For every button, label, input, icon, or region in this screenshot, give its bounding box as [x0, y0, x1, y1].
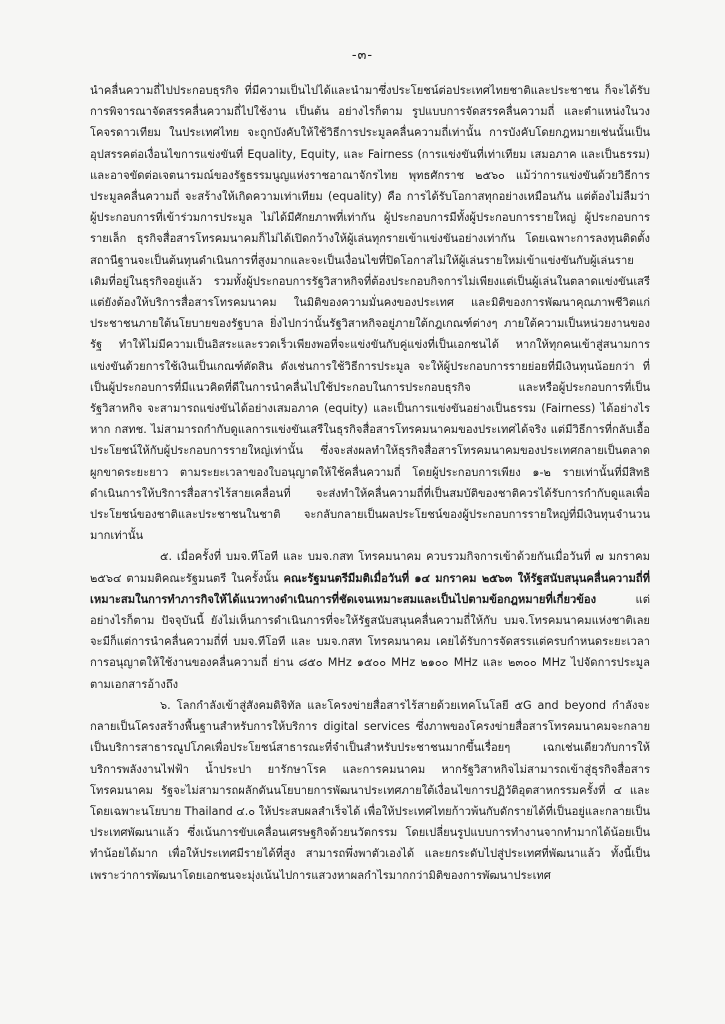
paragraph-context: นำคลื่นความถี่ไปประกอบธุรกิจ ที่มีความเป็นไปได้และนำมาซึ่งประโยชน์ต่อประเทศไทยชาติและประชาชน ก็จะได้รับการพิจารณาจัดสรรคลื่นความถี่ไปใช้งาน เป็นต้น อย่างไรก็ตาม รูปแบบการจัดสรรคลื่นความถี่ และตำแหน่งในวงโคจรดาวเทียม ในประเทศไทย จะถูกบังคับให้ใช้วิธีการประมูลคลื่นความถี่เท่านั้น การบังคับโดยกฎหมายเช่นนั้นเป็นอุปสรรคต่อเงื่อนไขการแข่งขันที่ Equality, Equity, และ Fairness (การแข่งขันที่เท่าเทียม เสมอภาค และเป็นธรรม) และอาจขัดต่อเจตนารมณ์ของรัฐธรรมนูญแห่งราชอาณาจักรไทย พุทธศักราช ๒๕๖๐ แม้ว่าการแข่งขันด้วยวิธีการประมูลคลื่นความถี่ จะสร้างให้เกิดความเท่าเทียม (equality) คือ การได้รับโอกาสทุกอย่างเหมือนกัน แต่ต้องไม่ลืมว่า ผู้ประกอบการที่เข้าร่วมการประมูล ไม่ได้มีศักยภาพที่เท่ากัน ผู้ประกอบการมีทั้งผู้ประกอบการรายใหญ่ ผู้ประกอบการรายเล็ก ธุรกิจสื่อสารโทรคมนาคมก็ไม่ได้เปิดกว้างให้ผู้เล่นทุกรายเข้าแข่งขันอย่างเท่ากัน โดยเฉพาะการลงทุนติดตั้งสถานีฐานจะเป็นต้นทุนดำเนินการที่สูงมากและจะเป็นเงื่อนไขที่ปิดโอกาสไม่ให้ผู้เล่นรายใหม่เข้าแข่งขันกับผู้เล่นรายเดิมที่อยู่ในธุรกิจอยู่แล้ว รวมทั้งผู้ประกอบการรัฐวิสาหกิจที่ต้องประกอบกิจการไม่เพียงแต่เป็นผู้เล่นในตลาดแข่งขันเสรี แต่ยังต้องให้บริการสื่อสารโทรคมนาคม ในมิติของความมั่นคงของประเทศ และมิติของการพัฒนาคุณภาพชีวิตแก่ประชาชนภายใต้นโยบายของรัฐบาล ยิ่งไปกว่านั้นรัฐวิสาหกิจอยู่ภายใต้กฎเกณฑ์ต่างๆ ภายใต้ความเป็นหน่วยงานของรัฐ ทำให้ไม่มีความเป็นอิสระและรวดเร็วเพียงพอที่จะแข่งขันกับคู่แข่งที่เป็นเอกชนได้ หากให้ทุกคนเข้าสู่สนามการแข่งขันด้วยการใช้เงินเป็นเกณฑ์ตัดสิน ดังเช่นการใช้วิธีการประมูล จะให้ผู้ประกอบการรายย่อยที่มีเงินทุนน้อยกว่า ที่เป็นผู้ประกอบการที่มีแนวคิดที่ดีในการนำคลื่นไปใช้ประกอบในการประกอบธุรกิจ และหรือผู้ประกอบการที่เป็นรัฐวิสาหกิจ จะสามารถแข่งขันได้อย่างเสมอภาค (equity) และเป็นการแข่งขันอย่างเป็นธรรม (Fairness) ได้อย่างไร หาก กสทช. ไม่สามารถกำกับดูแลการแข่งขันเสรีในธุรกิจสื่อสารโทรคมนาคมของประเทศได้จริง แต่มีวิธีการที่กลับเอื้อประโยชน์ให้กับผู้ประกอบการรายใหญ่เท่านั้น ซึ่งจะส่งผลทำให้ธุรกิจสื่อสารโทรคมนาคมของประเทศกลายเป็นตลาดผูกขาดระยะยาว ตามระยะเวลาของใบอนุญาตให้ใช้คลื่นความถี่ โดยผู้ประกอบการเพียง ๑-๒ รายเท่านั้นที่มีสิทธิดำเนินการให้บริการสื่อสารไร้สายเคลื่อนที่ จะส่งทำให้คลื่นความถี่ที่เป็นสมบัติของชาติควรได้รับการกำกับดูแลเพื่อประโยชน์ของชาติและประชาชนในชาติ จะกลับกลายเป็นผลประโยชน์ของผู้ประกอบการรายใหญ่ที่มีเงินทุนจำนวนมากเท่านั้น: [90, 84, 650, 543]
document-body: [90, 80, 650, 886]
paragraph-5-remainder: แต่อย่างไรก็ตาม ปัจจุบันนี้ ยังไม่เห็นการดำเนินการที่จะให้รัฐสนับสนุนคลื่นความถี่ให้กับ บมจ.โทรคมนาคมแห่งชาติเลย จะมีก็แต่การนำคลื่นความถี่ที่ บมจ.ทีโอที และ บมจ.กสท โทรคมนาคม เคยได้รับการจัดสรรแต่ครบกำหนดระยะเวลาการอนุญาตให้ใช้งานของคลื่นความถี่ ย่าน ๘๕๐ MHz ๑๕๐๐ MHz ๒๑๐๐ MHz และ ๒๓๐๐ MHz ไปจัดการประมูล ตามเอกสารอ้างถึง: [90, 592, 650, 691]
paragraph-5-cabinet-resolution: คณะรัฐมนตรีมีมติเมื่อวันที่ ๑๔ มกราคม ๒๕๖๓ ให้รัฐสนับสนุนคลื่นความถี่ที่เหมาะสมในการทำภารกิจให้ได้แนวทางดำเนินการที่ชัดเจนเหมาะสมและเป็นไปตามข้อกฎหมายที่เกี่ยวข้อง: [90, 571, 650, 606]
paragraph-5-intro: ๕. เมื่อครั้งที่ บมจ.ทีโอที และ บมจ.กสท โทรคมนาคม ควบรวมกิจการเข้าด้วยกันเมื่อวันที่ ๗ มกราคม ๒๕๖๔ ตามมติคณะรัฐมนตรี ในครั้งนั้น: [90, 550, 650, 585]
page-number: -๓-: [351, 48, 374, 63]
paragraph-5: [90, 546, 650, 694]
paragraph-6: ๖. โลกกำลังเข้าสู่สังคมดิจิทัล และโครงข่ายสื่อสารไร้สายด้วยเทคโนโลยี ๕G and beyond กำลังจะกลายเป็นโครงสร้างพื้นฐานสำหรับการให้บริการ digital services ซึ่งภาพของโครงข่ายสื่อสารโทรคมนาคมจะกลายเป็นบริการสาธารณูปโภคเพื่อประโยชน์สาธารณะที่จำเป็นสำหรับประชาชนมากขึ้นเรื่อยๆ เฉกเช่นเดียวกับการให้บริการพลังงานไฟฟ้า น้ำประปา ยารักษาโรค และการคมนาคม หากรัฐวิสาหกิจไม่สามารถเข้าสู่ธุรกิจสื่อสารโทรคมนาคม รัฐจะไม่สามารถผลักดันนโยบายการพัฒนาประเทศภายใต้เงื่อนไขการปฏิวัติอุตสาหกรรมครั้งที่ ๔ และโดยเฉพาะนโยบาย Thailand ๔.๐ ให้ประสบผลสำเร็จได้ เพื่อให้ประเทศไทยก้าวพ้นกับดักรายได้ที่เป็นอยู่และกลายเป็นประเทศพัฒนาแล้ว ซึ่งเน้นการขับเคลื่อนเศรษฐกิจด้วยนวัตกรรม โดยเปลี่ยนรูปแบบการทำงานจากทำมากได้น้อยเป็นทำน้อยได้มาก เพื่อให้ประเทศมีรายได้ที่สูง สามารถพึ่งพาตัวเองได้ และยกระดับไปสู่ประเทศที่พัฒนาแล้ว ทั้งนี้เป็นเพราะว่าการพัฒนาโดยเอกชนจะมุ่งเน้นไปการแสวงหาผลกำไรมากกว่ามิติของการพัฒนาประเทศ: [90, 698, 650, 882]
